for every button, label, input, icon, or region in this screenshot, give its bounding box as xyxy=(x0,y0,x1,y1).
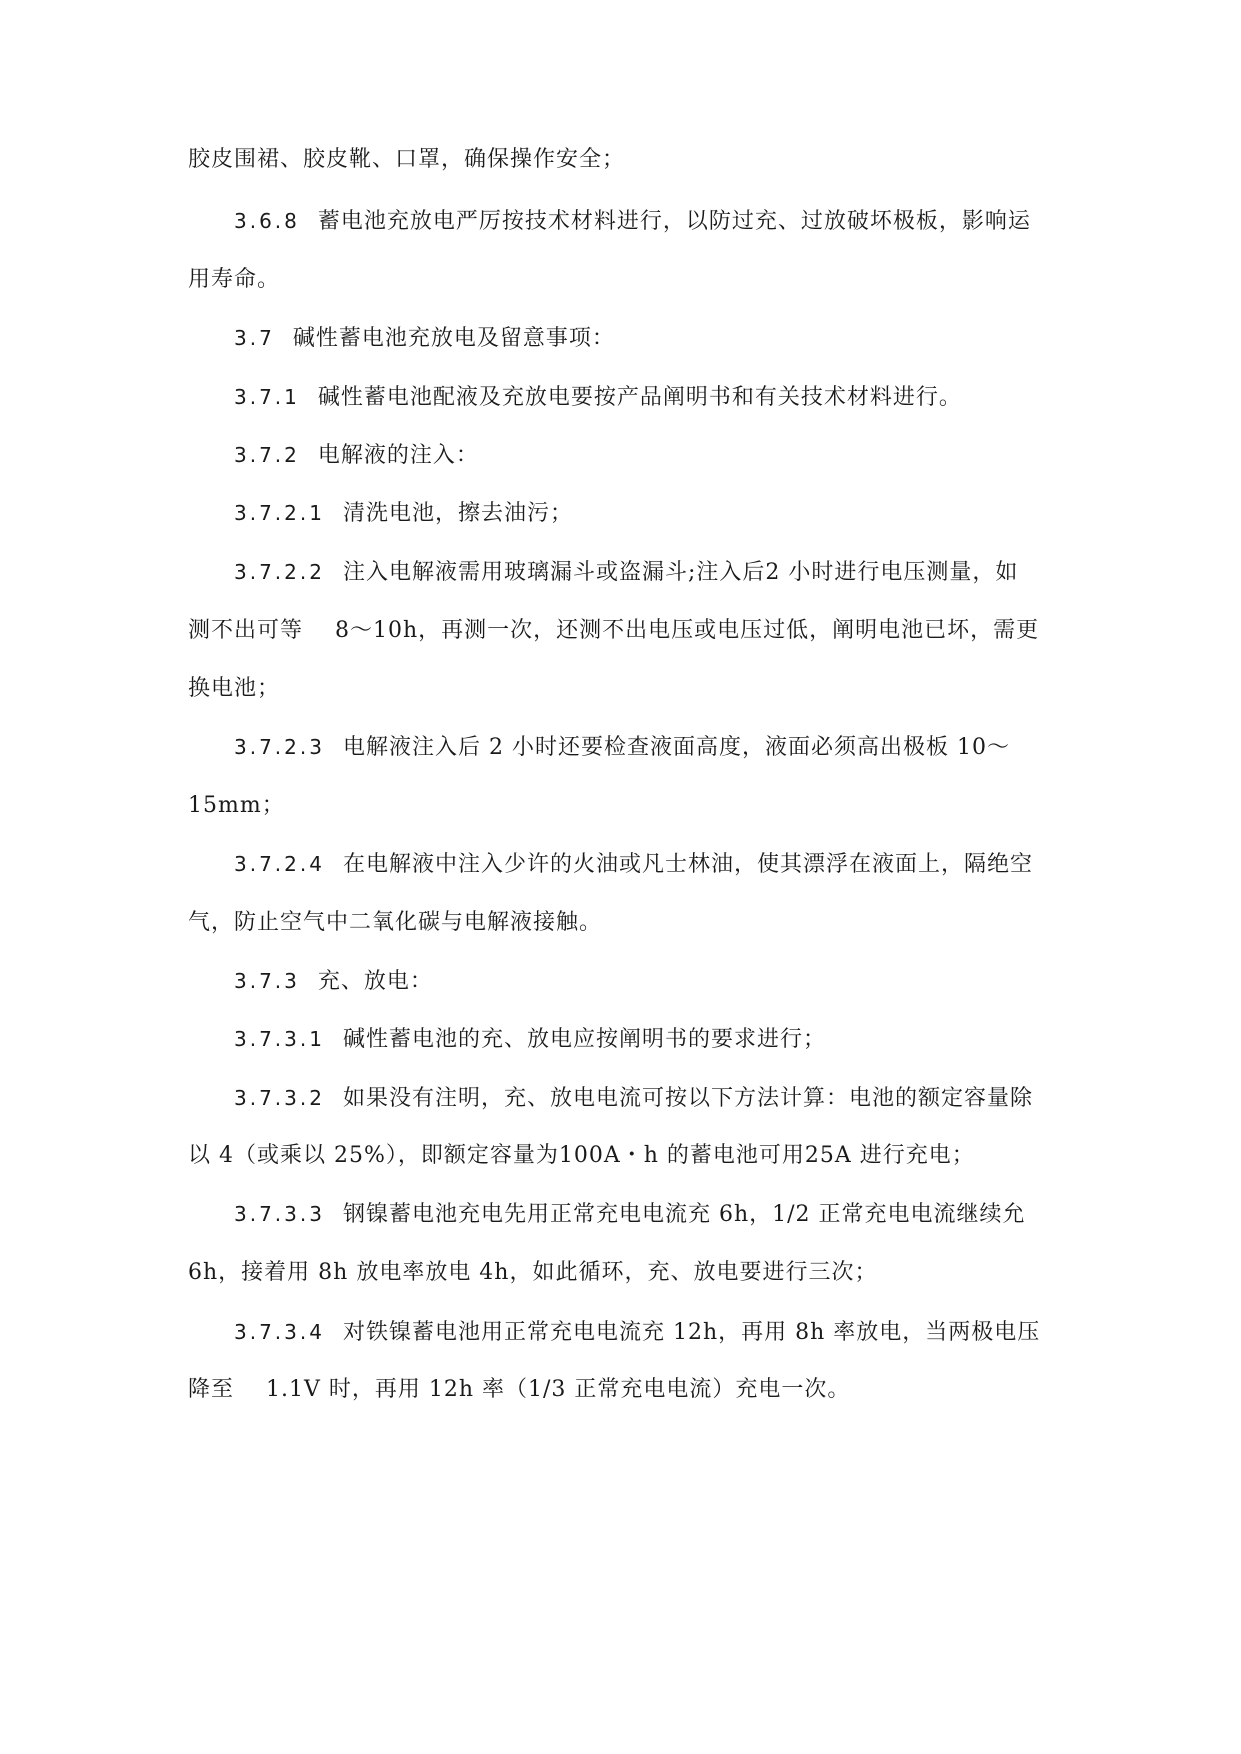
line-text: 如果没有注明，充、放电电流可按以下方法计算：电池的额定容量除 xyxy=(342,1086,1033,1111)
section-line xyxy=(234,323,615,354)
line-text: 15mm； xyxy=(188,793,285,818)
section-number: 3.7.1 xyxy=(234,385,300,409)
section-line xyxy=(234,1199,1026,1230)
line-text: 碱性蓄电池配液及充放电要按产品阐明书和有关技术材料进行。 xyxy=(317,385,962,410)
text-line xyxy=(188,145,625,175)
line-text: 气，防止空气中二氧化碳与电解液接触。 xyxy=(188,910,603,935)
section-line xyxy=(234,966,433,997)
line-text: 清洗电池，擦去油污； xyxy=(342,501,573,526)
text-line xyxy=(188,265,280,295)
section-line xyxy=(234,557,1018,588)
line-text: 在电解液中注入少许的火油或凡士林油，使其漂浮在液面上，隔绝空 xyxy=(342,852,1033,877)
section-line xyxy=(234,498,573,529)
line-text: 钢镍蓄电池充电先用正常充电电流充 6h，1/2 正常充电电流继续允 xyxy=(342,1202,1026,1227)
section-number: 3.7.3.3 xyxy=(234,1202,325,1226)
line-text: 胶皮围裙、胶皮靴、口罩，确保操作安全； xyxy=(188,147,626,172)
section-number: 3.7 xyxy=(234,326,275,350)
line-text: 用寿命。 xyxy=(188,267,281,292)
line-text: 碱性蓄电池充放电及留意事项： xyxy=(292,326,615,351)
line-text: 电解液的注入： xyxy=(317,443,479,468)
section-number: 3.7.2.2 xyxy=(234,560,325,584)
section-line xyxy=(234,440,479,471)
line-text: 换电池； xyxy=(188,676,281,701)
line-text: 碱性蓄电池的充、放电应按阐明书的要求进行； xyxy=(342,1027,826,1052)
section-number: 3.7.3.4 xyxy=(234,1320,325,1344)
section-number: 3.7.2.4 xyxy=(234,852,325,876)
section-line xyxy=(234,1024,826,1055)
section-line xyxy=(234,382,962,413)
line-text: 以 4（或乘以 25%），即额定容量为100A・h 的蓄电池可用25A 进行充电； xyxy=(188,1143,975,1168)
section-number: 3.7.3.2 xyxy=(234,1086,325,1110)
section-number: 3.7.3 xyxy=(234,969,300,993)
line-text: 注入电解液需用玻璃漏斗或盗漏斗;注入后2 小时进行电压测量，如 xyxy=(342,560,1019,585)
text-line xyxy=(188,1141,975,1171)
section-number: 3.6.8 xyxy=(234,209,300,233)
line-text: 蓄电池充放电严厉按技术材料进行，以防过充、过放破坏极板，影响运 xyxy=(317,209,1031,234)
text-line xyxy=(188,1375,850,1405)
section-number: 3.7.2 xyxy=(234,443,300,467)
section-line xyxy=(234,849,1033,880)
line-text: 电解液注入后 2 小时还要检查液面高度，液面必须高出极板 10～ xyxy=(342,735,1010,760)
line-text: 对铁镍蓄电池用正常充电电流充 12h，再用 8h 率放电，当两极电压 xyxy=(342,1320,1041,1345)
text-line xyxy=(188,908,602,938)
section-line xyxy=(234,206,1031,237)
section-number: 3.7.2.3 xyxy=(234,735,325,759)
section-line xyxy=(234,1083,1033,1114)
line-text: 充、放电： xyxy=(317,969,433,994)
section-number: 3.7.3.1 xyxy=(234,1027,325,1051)
section-line xyxy=(234,732,1010,763)
text-line xyxy=(188,674,280,704)
section-line xyxy=(234,1317,1040,1348)
line-text: 降至 1.1V 时，再用 12h 率（1/3 正常充电电流）充电一次。 xyxy=(188,1377,851,1402)
line-text: 6h，接着用 8h 放电率放电 4h，如此循环，充、放电要进行三次； xyxy=(188,1260,878,1285)
line-text: 测不出可等 8～10h，再测一次，还测不出电压或电压过低，阐明电池已坏，需更 xyxy=(188,618,1040,643)
section-number: 3.7.2.1 xyxy=(234,501,325,525)
text-line xyxy=(188,791,285,821)
text-line xyxy=(188,1258,877,1288)
text-line xyxy=(188,616,1039,646)
